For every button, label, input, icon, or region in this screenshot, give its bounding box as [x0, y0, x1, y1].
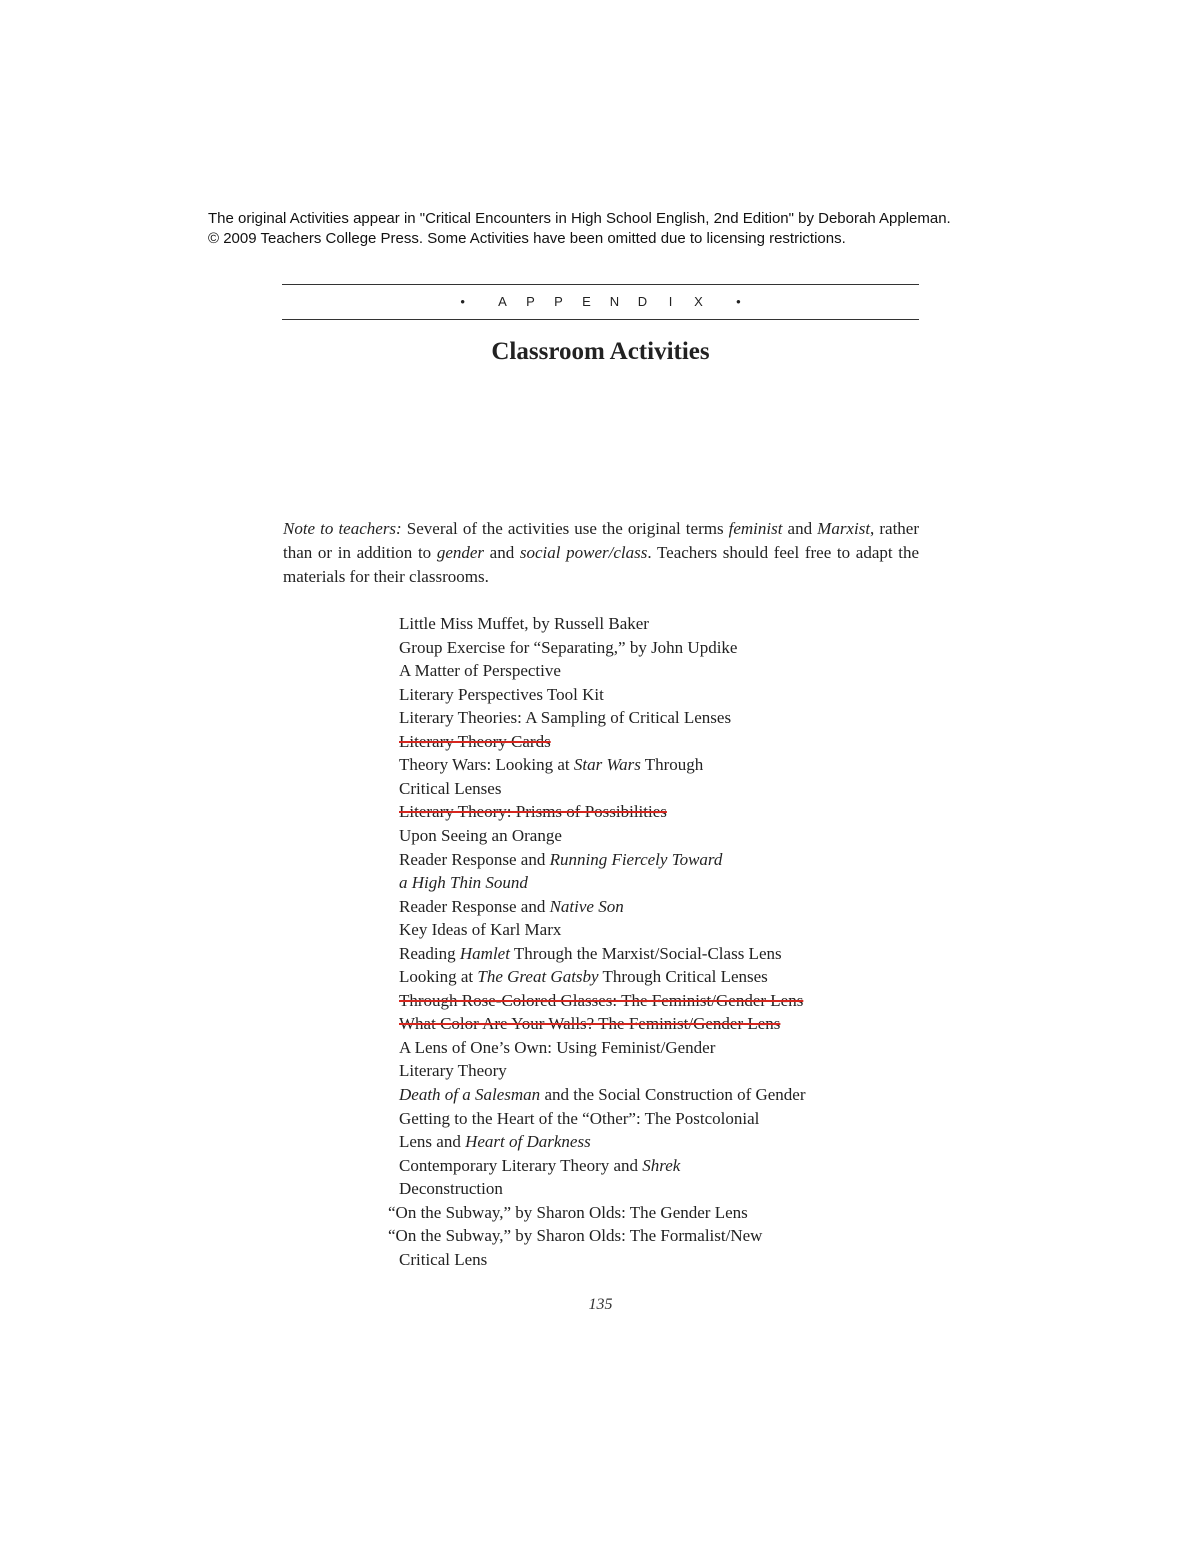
title-segment: and the Social Construction of Gender: [540, 1085, 806, 1104]
title-segment: Key Ideas of Karl Marx: [399, 920, 562, 940]
activity-title: [399, 1156, 680, 1176]
title-segment: Literary Perspectives Tool Kit: [399, 684, 604, 704]
bullet-right: •: [736, 294, 741, 309]
note-text: Several of the activities use the original terms: [401, 519, 729, 538]
note-to-teachers: [283, 517, 919, 589]
title-segment: Reading: [399, 943, 460, 963]
appendix-letter: A: [498, 294, 507, 309]
activity-title: [399, 685, 604, 705]
title-segment: Through: [640, 755, 704, 775]
title-segment: Reader Response and: [399, 896, 550, 916]
title-segment: Literary Theory Cards: [399, 731, 551, 751]
title-segment: A Matter of Perspective: [399, 661, 561, 681]
title-italic-segment: The Great Gatsby: [477, 967, 599, 987]
title-italic-segment: Death of a Salesman: [399, 1085, 541, 1104]
activity-title: [399, 1109, 759, 1129]
title-segment: Lens and: [399, 1132, 466, 1152]
title-italic-segment: Heart of Darkness: [465, 1132, 591, 1152]
title-segment: Theory Wars: Looking at: [399, 755, 574, 775]
note-text: and: [782, 519, 818, 538]
page-number: 135: [588, 1296, 613, 1313]
title-segment: “On the Subway,” by Sharon Olds: The Formalist/New: [388, 1226, 763, 1246]
licensing-notice-line-1: The original Activities appear in "Critical Encounters in High School English, 2nd Edition" by Deborah Appleman.: [208, 210, 951, 227]
appendix-letter: D: [637, 294, 648, 309]
title-segment: Literary Theories: A Sampling of Critical Lenses: [399, 708, 732, 728]
activity-title: [399, 944, 782, 964]
licensing-notice: [208, 209, 951, 249]
title-segment: Through Critical Lenses: [598, 967, 768, 987]
activity-title: [399, 920, 561, 940]
title-segment: Group Exercise for “Separating,” by John Updike: [399, 637, 738, 657]
note-label: Note to teachers:: [283, 519, 402, 538]
bullet-left: •: [460, 294, 465, 309]
note-term: social power/class: [519, 543, 648, 562]
activity-title: [399, 755, 703, 775]
title-segment: Upon Seeing an Orange: [399, 825, 562, 845]
appendix-letter: E: [582, 294, 591, 309]
licensing-notice-line-2: © 2009 Teachers College Press. Some Activities have been omitted due to licensing restrictions.: [208, 230, 846, 247]
activity-title: [399, 967, 768, 987]
activity-title: [399, 897, 624, 917]
top-rule: [282, 284, 919, 285]
activity-title: [399, 850, 722, 870]
title-segment: Reader Response and: [399, 849, 550, 869]
activity-title-continued: [399, 873, 528, 893]
title-italic-segment: Running Fiercely Toward: [549, 849, 723, 869]
title-segment: “On the Subway,” by Sharon Olds: The Gender Lens: [388, 1202, 748, 1222]
title-segment: Getting to the Heart of the “Other”: The Postcolonial: [399, 1108, 760, 1128]
title-segment: Critical Lens: [399, 1249, 488, 1269]
title-italic-segment: Native Son: [549, 896, 624, 916]
title-italic-segment: Star Wars: [573, 755, 641, 775]
title-segment: Through the Marxist/Social-Class Lens: [509, 943, 782, 963]
activity-title: [399, 802, 667, 822]
activity-title-continued: [399, 1250, 487, 1270]
title-segment: What Color Are Your Walls? The Feminist/Gender Lens: [399, 1014, 781, 1034]
activity-title: [399, 826, 562, 846]
title-segment: Looking at: [399, 967, 478, 987]
activity-title: [388, 1203, 748, 1223]
activity-title: [399, 1085, 806, 1105]
note-text: and: [484, 543, 520, 562]
title-segment: Through Rose-Colored Glasses: The Feminist/Gender Lens: [399, 990, 804, 1010]
bottom-rule: [282, 319, 919, 320]
activity-title-continued: [399, 1061, 507, 1081]
appendix-letter: X: [694, 294, 703, 309]
title-italic-segment: Shrek: [642, 1155, 681, 1175]
note-text: . Teachers should feel free to adapt the materials for their classrooms.: [283, 543, 919, 586]
activity-title: [388, 1226, 762, 1246]
activity-title: [399, 1014, 780, 1034]
appendix-letter: I: [668, 294, 673, 309]
appendix-letter: N: [609, 294, 620, 309]
appendix-word: [489, 294, 717, 309]
activity-title: [399, 732, 551, 752]
appendix-heading: [282, 294, 919, 309]
activity-title-continued: [399, 1132, 591, 1152]
title-segment: Contemporary Literary Theory and: [399, 1155, 643, 1175]
note-term: feminist: [728, 519, 783, 538]
title-segment: Critical Lenses: [399, 778, 502, 798]
title-segment: A Lens of One’s Own: Using Feminist/Gender: [399, 1037, 716, 1057]
appendix-letter: P: [554, 294, 563, 309]
note-text: , rather than or in addition to: [283, 519, 919, 562]
activity-title: [399, 1179, 503, 1199]
activity-title: [399, 1038, 715, 1058]
activity-title: [399, 708, 731, 728]
activity-title-continued: [399, 779, 501, 799]
title-segment: Literary Theory: [399, 1061, 507, 1081]
title-italic-segment: a High Thin Sound: [399, 873, 528, 893]
appendix-letter: P: [526, 294, 535, 309]
activity-title: [399, 614, 649, 634]
page-title: Classroom Activities: [491, 338, 710, 365]
activity-title: [399, 661, 561, 681]
title-segment: Deconstruction: [399, 1179, 503, 1199]
title-italic-segment: Hamlet: [459, 943, 510, 963]
note-term: gender: [436, 543, 485, 562]
title-segment: Literary Theory: Prisms of Possibilities: [399, 802, 667, 822]
activity-title: [399, 638, 737, 658]
activity-title: [399, 991, 803, 1011]
title-segment: Little Miss Muffet, by Russell Baker: [399, 614, 649, 633]
note-term: Marxist: [817, 519, 871, 538]
